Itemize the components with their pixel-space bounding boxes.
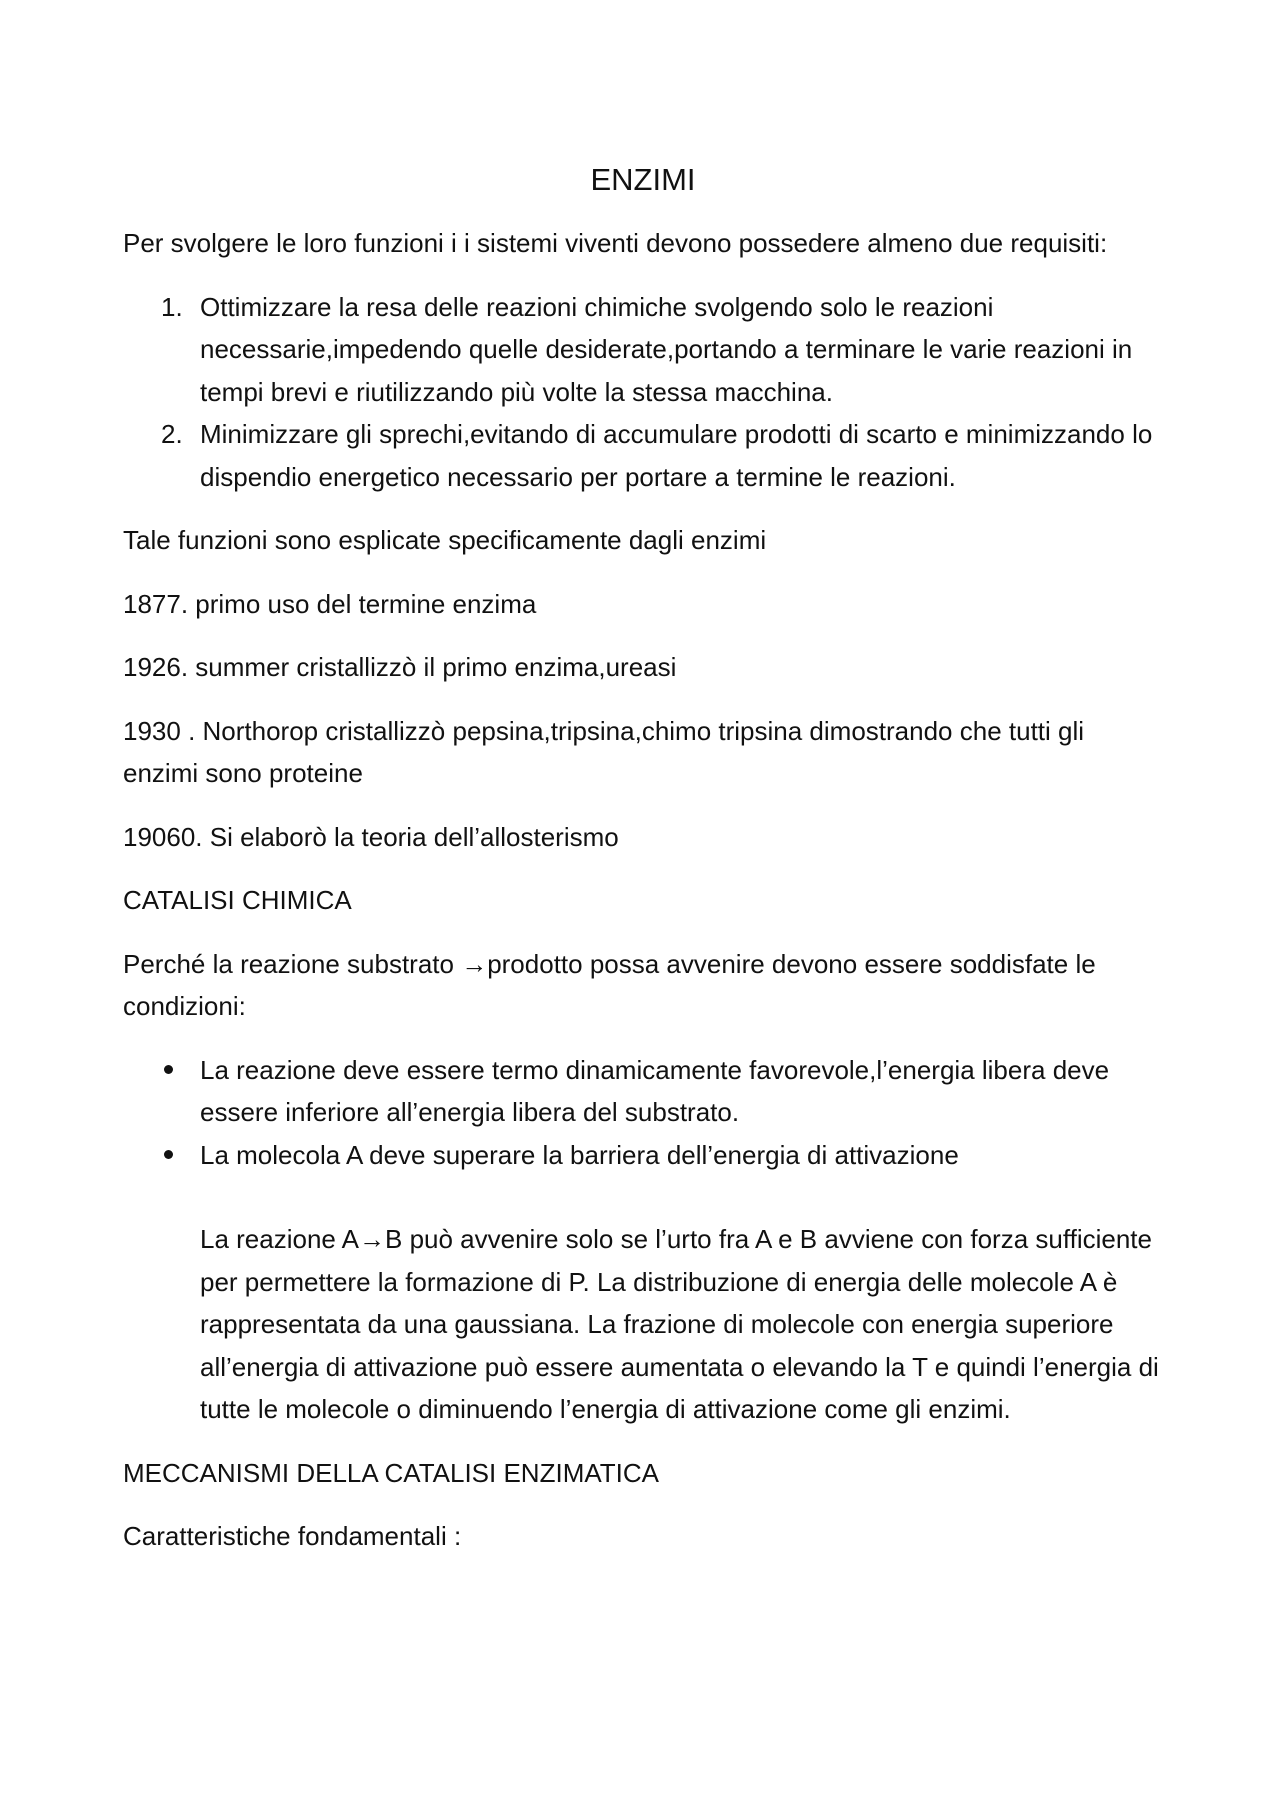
conditions-list	[123, 1049, 1163, 1177]
timeline-entry: 1877. primo uso del termine enzima	[123, 588, 537, 619]
timeline-entry: 1926. summer cristallizzò il primo enzima,ureasi	[123, 652, 677, 682]
bullet-icon	[164, 1150, 173, 1159]
condition-text: La reazione deve essere termo dinamicamente favorevole,l’energia libera deve essere inferiore all’energia libera del substrato.	[200, 1054, 1110, 1127]
document-page	[123, 158, 1163, 1579]
list-item	[123, 1049, 1163, 1134]
timeline-entry: 19060. Si elaborò la teoria dell’allosterismo	[123, 821, 619, 852]
characteristics-label: Caratteristiche fondamentali :	[123, 1521, 462, 1551]
requirement-text: Ottimizzare la resa delle reazioni chimiche svolgendo solo le reazioni necessarie,impedendo quelle desiderate,portando a terminare le varie reazioni in tempi brevi e riutilizzando più volte la stessa macchina.	[200, 291, 1133, 407]
timeline-entry: 1930 . Northorop cristallizzò pepsina,tripsina,chimo tripsina dimostrando che tutti gli enzimi sono proteine	[123, 715, 1085, 788]
list-item	[123, 1134, 1163, 1177]
requirement-text: Minimizzare gli sprechi,evitando di accumulare prodotti di scarto e minimizzando lo dispendio energetico necessario per portare a termine le reazioni.	[200, 419, 1153, 492]
catalysis-intro-paragraph: Perché la reazione substrato →prodotto possa avvenire devono essere soddisfate le condizioni:	[123, 948, 1096, 1021]
section-heading-catalysis: CATALISI CHIMICA	[123, 885, 352, 915]
requirements-list	[123, 286, 1163, 499]
list-item	[123, 413, 1163, 498]
intro-paragraph: Per svolgere le loro funzioni i i sistemi viventi devono possedere almeno due requisiti:	[123, 228, 1108, 258]
condition-text: La molecola A deve superare la barriera dell’energia di attivazione	[200, 1139, 959, 1170]
functions-paragraph: Tale funzioni sono esplicate specificamente dagli enzimi	[123, 525, 767, 555]
reaction-paragraph: La reazione A→B può avvenire solo se l’urto fra A e B avviene con forza sufficiente per permettere la formazione di P. La distribuzione di energia delle molecole A è rappresentata da una gaussiana. La frazione di molecole con energia superiore all’energia di attivazione può essere aumentata o elevando la T e quindi l’energia di tutte le molecole o diminuendo l’energia di attivazione come gli enzimi.	[200, 1224, 1159, 1424]
list-item	[123, 286, 1163, 414]
bullet-icon	[164, 1065, 173, 1074]
section-heading-mechanisms: MECCANISMI DELLA CATALISI ENZIMATICA	[123, 1457, 659, 1488]
list-number: 2.	[161, 419, 183, 449]
page-title: ENZIMI	[590, 162, 696, 197]
list-number: 1.	[161, 291, 183, 322]
